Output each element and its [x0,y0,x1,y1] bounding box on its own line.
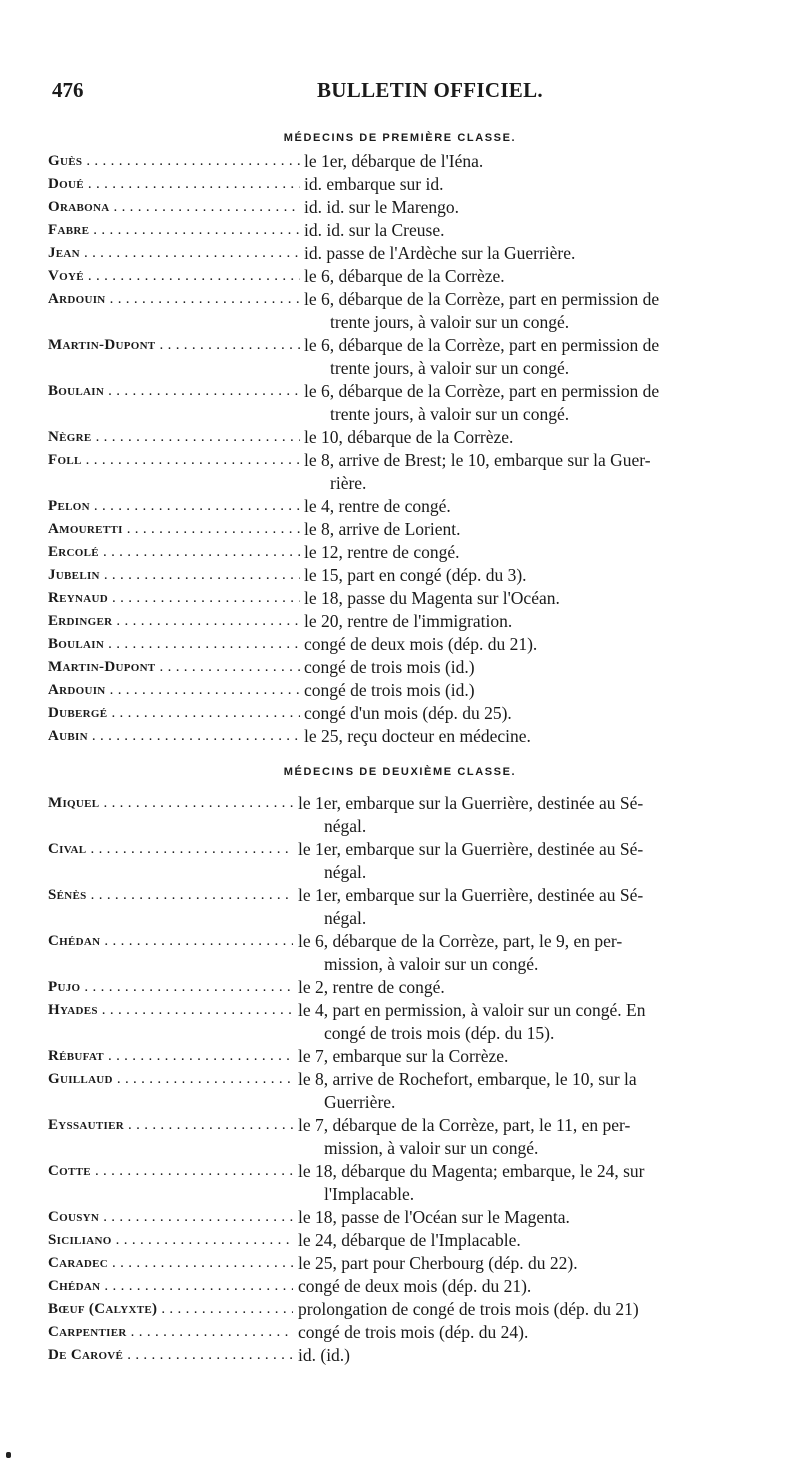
description-line: le 18, débarque du Magenta; embarque, le 24, sur [298,1161,645,1181]
officer-name: Pelon . . . [48,495,300,518]
list-entry [48,1252,778,1275]
description-line: l'Implacable. [324,1184,415,1204]
list-entry [48,380,778,426]
list-entry [48,1045,778,1068]
description-line: le 1er, embarque sur la Guerrière, destinée au Sé- [298,839,644,859]
entry-description [298,1252,778,1275]
description-line: le 24, débarque de l'Implacable. [298,1230,521,1250]
list-entry [48,976,778,999]
list-entry [48,219,778,242]
entry-description [304,380,778,426]
entry-description [304,288,778,334]
description-line: le 1er, débarque de l'Iéna. [304,151,484,171]
list-entry [48,334,778,380]
description-line: mission, à valoir sur un congé. [324,954,539,974]
entry-description [304,610,778,633]
entry-description [304,541,778,564]
description-line: négal. [324,816,367,836]
officer-name: Ardouin . . . [48,679,300,702]
entry-description [298,1206,778,1229]
description-line: le 20, rentre de l'immigration. [304,611,513,631]
list-entry [48,426,778,449]
entry-description [298,976,778,999]
list-entry [48,679,778,702]
list-entry [48,1275,778,1298]
list-entry [48,173,778,196]
description-line: le 25, part pour Cherbourg (dép. du 22). [298,1253,578,1273]
description-line: le 8, arrive de Lorient. [304,519,461,539]
list-entry [48,1321,778,1344]
entry-description [304,656,778,679]
entry-description [298,1298,778,1321]
entry-description [304,426,778,449]
entry-description [304,265,778,288]
officer-name: Pujo . . . [48,976,293,999]
officer-name: Voyé . . . [48,265,300,288]
description-line: congé d'un mois (dép. du 25). [304,703,512,723]
entry-description [298,1068,778,1114]
officer-name: Cousyn . . . [48,1206,293,1229]
section-heading-first-class: MÉDECINS DE PREMIÈRE CLASSE. [283,132,517,144]
officer-name: Jean . . . [48,242,300,265]
description-line: congé de trois mois (id.) [304,680,475,700]
list-entry [48,1344,778,1367]
list-entry [48,242,778,265]
list-entry [48,1206,778,1229]
entry-description [304,587,778,610]
entry-description [304,702,778,725]
officer-name: Boulain . . . [48,633,300,656]
description-line: le 15, part en congé (dép. du 3). [304,565,527,585]
entry-description [298,930,778,976]
list-entry [48,518,778,541]
list-entry [48,564,778,587]
officer-name: Erdinger . . . [48,610,300,633]
description-line: le 12, rentre de congé. [304,542,460,562]
officer-name: Eyssautier . . . [48,1114,293,1137]
description-line: id. (id.) [298,1345,351,1365]
officer-name: Fabre . . . [48,219,300,242]
officer-name: Dubergé . . . [48,702,300,725]
list-entry [48,1068,778,1114]
officer-name: Cival . . . [48,838,293,861]
description-line: congé de deux mois (dép. du 21). [298,1276,532,1296]
description-line: rière. [330,473,367,493]
officer-name: Chédan . . . [48,930,293,953]
entry-description [304,725,778,748]
officer-name: Rébufat . . . [48,1045,293,1068]
description-line: le 6, débarque de la Corrèze, part en permission de [304,289,660,309]
list-entry [48,587,778,610]
officer-name: Miquel . . . [48,792,293,815]
officer-name: Aubin . . . [48,725,300,748]
entry-description [304,518,778,541]
officer-name: Cotte . . . [48,1160,293,1183]
list-entry [48,1160,778,1206]
entry-description [304,449,778,495]
entry-description [298,1114,778,1160]
officer-name: Bœuf (Calyxte) . . . [48,1298,293,1321]
description-line: le 6, débarque de la Corrèze, part, le 9, en per- [298,931,623,951]
entry-description [298,1344,778,1367]
description-line: congé de deux mois (dép. du 21). [304,634,538,654]
description-line: prolongation de congé de trois mois (dép. du 21) [298,1299,639,1319]
description-line: le 6, débarque de la Corrèze, part en permission de [304,335,660,355]
description-line: congé de trois mois (dép. du 15). [324,1023,555,1043]
officer-name: Nègre . . . [48,426,300,449]
first-class-list [48,150,778,748]
description-line: le 6, débarque de la Corrèze, part en permission de [304,381,660,401]
list-entry [48,930,778,976]
entry-description [298,1275,778,1298]
entry-description [304,334,778,380]
officer-name: Guès . . . [48,150,300,173]
list-entry [48,265,778,288]
list-entry [48,150,778,173]
description-line: id. id. sur le Marengo. [304,197,460,217]
officer-name: Sénès . . . [48,884,293,907]
list-entry [48,610,778,633]
section-heading-second-class: MÉDECINS DE DEUXIÈME CLASSE. [283,766,517,778]
entry-description [298,1160,778,1206]
description-line: trente jours, à valoir sur un congé. [330,358,570,378]
list-entry [48,792,778,838]
officer-name: De Carové . . . [48,1344,293,1367]
description-line: trente jours, à valoir sur un congé. [330,312,570,332]
description-line: congé de trois mois (dép. du 24). [298,1322,529,1342]
description-line: le 4, rentre de congé. [304,496,451,516]
entry-description [304,196,778,219]
description-line: le 18, passe de l'Océan sur le Magenta. [298,1207,570,1227]
officer-name: Guillaud . . . [48,1068,293,1091]
entry-description [304,242,778,265]
officer-name: Martin-Dupont . . . [48,656,300,679]
description-line: le 8, arrive de Brest; le 10, embarque sur la Guer- [304,450,651,470]
list-entry [48,999,778,1045]
entry-description [298,999,778,1045]
entry-description [298,884,778,930]
description-line: le 10, débarque de la Corrèze. [304,427,514,447]
list-entry [48,495,778,518]
list-entry [48,1298,778,1321]
entry-description [304,173,778,196]
entry-description [298,838,778,884]
officer-name: Carpentier . . . [48,1321,293,1344]
description-line: le 7, débarque de la Corrèze, part, le 11, en per- [298,1115,631,1135]
ink-mark [6,1452,11,1458]
list-entry [48,449,778,495]
entry-description [304,564,778,587]
officer-name: Reynaud . . . [48,587,300,610]
officer-name: Siciliano . . . [48,1229,293,1252]
officer-name: Foll . . . [48,449,300,472]
list-entry [48,725,778,748]
running-title: BULLETIN OFFICIEL. [317,78,543,102]
entry-description [298,1321,778,1344]
entry-description [304,150,778,173]
list-entry [48,656,778,679]
entry-description [298,792,778,838]
description-line: Guerrière. [324,1092,396,1112]
description-line: mission, à valoir sur un congé. [324,1138,539,1158]
description-line: le 1er, embarque sur la Guerrière, destinée au Sé- [298,885,644,905]
second-class-list [48,792,778,1367]
entry-description [298,1045,778,1068]
description-line: congé de trois mois (id.) [304,657,475,677]
list-entry [48,196,778,219]
officer-name: Ercolé . . . [48,541,300,564]
description-line: le 4, part en permission, à valoir sur un congé. En [298,1000,646,1020]
description-line: le 6, débarque de la Corrèze. [304,266,505,286]
description-line: le 25, reçu docteur en médecine. [304,726,531,746]
description-line: négal. [324,908,367,928]
page-header [52,78,772,108]
officer-name: Ardouin . . . [48,288,300,311]
officer-name: Doué . . . [48,173,300,196]
list-entry [48,838,778,884]
list-entry [48,1229,778,1252]
list-entry [48,1114,778,1160]
officer-name: Martin-Dupont . . . [48,334,300,357]
entry-description [298,1229,778,1252]
list-entry [48,541,778,564]
description-line: le 1er, embarque sur la Guerrière, destinée au Sé- [298,793,644,813]
description-line: trente jours, à valoir sur un congé. [330,404,570,424]
description-line: id. id. sur la Creuse. [304,220,445,240]
description-line: le 18, passe du Magenta sur l'Océan. [304,588,560,608]
description-line: id. passe de l'Ardèche sur la Guerrière. [304,243,576,263]
list-entry [48,288,778,334]
list-entry [48,884,778,930]
officer-name: Jubelin . . . [48,564,300,587]
description-line: le 8, arrive de Rochefort, embarque, le 10, sur la [298,1069,637,1089]
officer-name: Hyades . . . [48,999,293,1022]
officer-name: Amouretti . . . [48,518,300,541]
description-line: id. embarque sur id. [304,174,444,194]
description-line: le 7, embarque sur la Corrèze. [298,1046,509,1066]
officer-name: Caradec . . . [48,1252,293,1275]
officer-name: Orabona . . . [48,196,300,219]
officer-name: Chédan . . . [48,1275,293,1298]
list-entry [48,702,778,725]
entry-description [304,633,778,656]
description-line: négal. [324,862,367,882]
officer-name: Boulain . . . [48,380,300,403]
list-entry [48,633,778,656]
entry-description [304,679,778,702]
entry-description [304,219,778,242]
entry-description [304,495,778,518]
description-line: le 2, rentre de congé. [298,977,445,997]
page-number: 476 [52,78,84,102]
